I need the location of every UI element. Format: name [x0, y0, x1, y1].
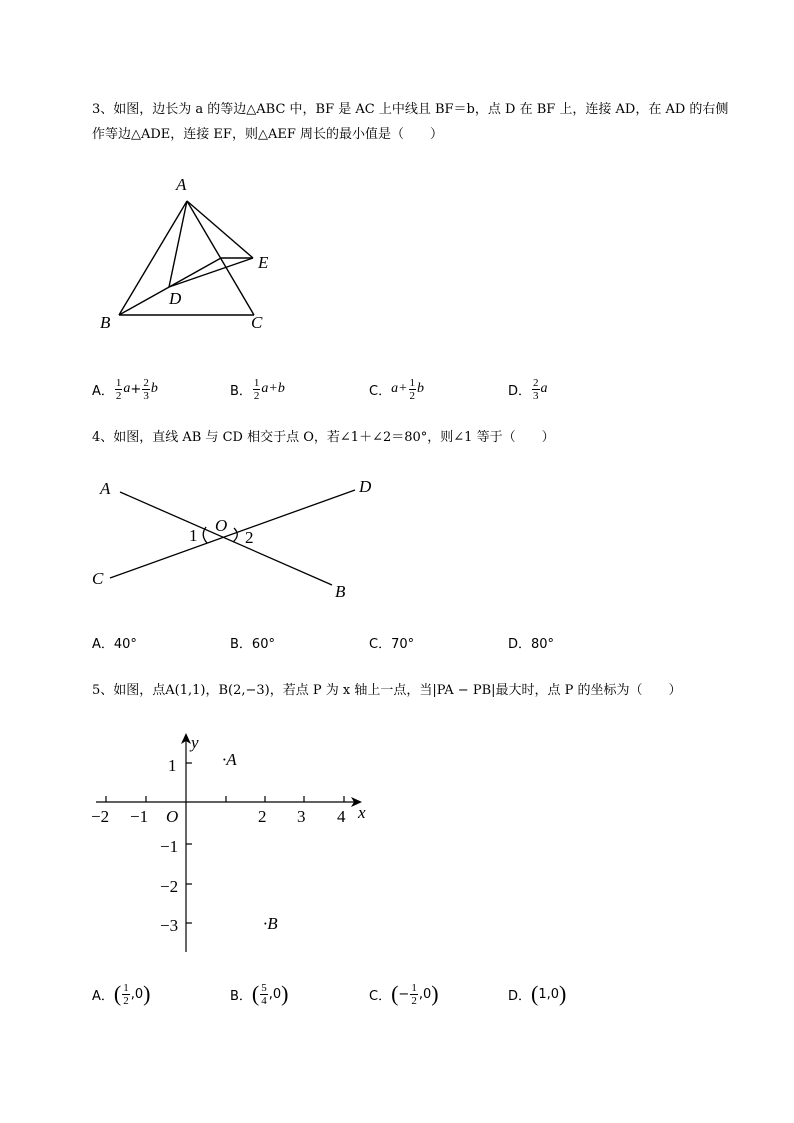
- angle-1-label: 1: [189, 526, 198, 545]
- label-B: B: [335, 582, 346, 601]
- segment-AE: [187, 201, 253, 258]
- y-tick-label: −1: [160, 837, 179, 856]
- q4-option-a[interactable]: A．40°: [92, 636, 137, 652]
- q5-option-b[interactable]: B． ( $\frac{5}{4}$ ,0 ): [230, 981, 289, 1007]
- point-A: ·A: [222, 750, 237, 769]
- x-tick-label: 2: [258, 807, 267, 826]
- question-3-figure: [90, 170, 290, 340]
- q4-option-c[interactable]: C．70°: [369, 636, 415, 652]
- point-B: ·B: [263, 914, 278, 933]
- label-E: E: [258, 253, 269, 272]
- question-3: [92, 97, 752, 147]
- label-A: A: [100, 479, 111, 498]
- question-4-figure: [90, 475, 390, 605]
- label-B: B: [100, 313, 111, 332]
- question-4-text: 4、如图，直线 AB 与 CD 相交于点 O，若∠1＋∠2＝80°，则∠1 等于（ ）: [92, 430, 555, 445]
- x-tick-label: 4: [337, 807, 346, 826]
- label-D: D: [359, 477, 372, 496]
- question-4: [92, 425, 752, 450]
- question-3-text-line1: 3、如图，边长为 a 的等边△ABC 中，BF 是 AC 上中线且 BF＝b，点 D 在 BF 上，连接 AD，在 AD 的右侧: [92, 102, 729, 117]
- q3-option-a[interactable]: A． $\frac{1}{2}$ a + $\frac{2}{3}$ b: [92, 376, 158, 402]
- question-5: [92, 678, 752, 703]
- label-C: C: [251, 313, 263, 332]
- question-3-text-line2: 作等边△ADE，连接 EF，则△AEF 周长的最小值是（ ）: [92, 127, 443, 142]
- segment-DE: [169, 258, 253, 287]
- q3-option-d[interactable]: D． $\frac{2}{3}$ a: [508, 376, 548, 402]
- angle-2-label: 2: [245, 528, 254, 547]
- label-O: O: [215, 516, 228, 535]
- origin-label: O: [166, 807, 179, 826]
- angle-2-arc: [233, 528, 237, 542]
- label-C: C: [92, 569, 104, 588]
- label-D: D: [169, 289, 182, 308]
- question-5-figure: [88, 730, 378, 955]
- axis-label-x: x: [358, 803, 366, 822]
- y-tick-label: 1: [168, 756, 177, 775]
- q5-option-a[interactable]: A． ( $\frac{1}{2}$ ,0 ): [92, 981, 151, 1007]
- q4-option-b[interactable]: B．60°: [230, 636, 275, 652]
- q3-option-c[interactable]: C． a+ $\frac{1}{2}$ b: [369, 376, 425, 402]
- q4-option-d[interactable]: D．80°: [508, 636, 555, 652]
- q5-option-c[interactable]: C． ( − $\frac{1}{2}$ ,0 ): [369, 981, 439, 1007]
- x-tick-label: −1: [130, 807, 149, 826]
- q3-option-b[interactable]: B． $\frac{1}{2}$ a+b: [230, 376, 285, 402]
- y-tick-label: −2: [160, 877, 179, 896]
- segment-AD: [169, 201, 187, 287]
- x-tick-label: 3: [297, 807, 306, 826]
- q5-option-d[interactable]: D． ( 1,0 ): [508, 981, 567, 1006]
- axis-label-y: y: [191, 733, 199, 752]
- x-tick-label: −2: [91, 807, 110, 826]
- question-5-text: 5、如图，点A(1,1)，B(2,−3)，若点 P 为 x 轴上一点，当|PA − PB|最大时，点 P 的坐标为（ ）: [92, 683, 682, 698]
- label-A: A: [176, 175, 187, 194]
- y-tick-label: −3: [160, 916, 179, 935]
- line-AB: [120, 492, 332, 585]
